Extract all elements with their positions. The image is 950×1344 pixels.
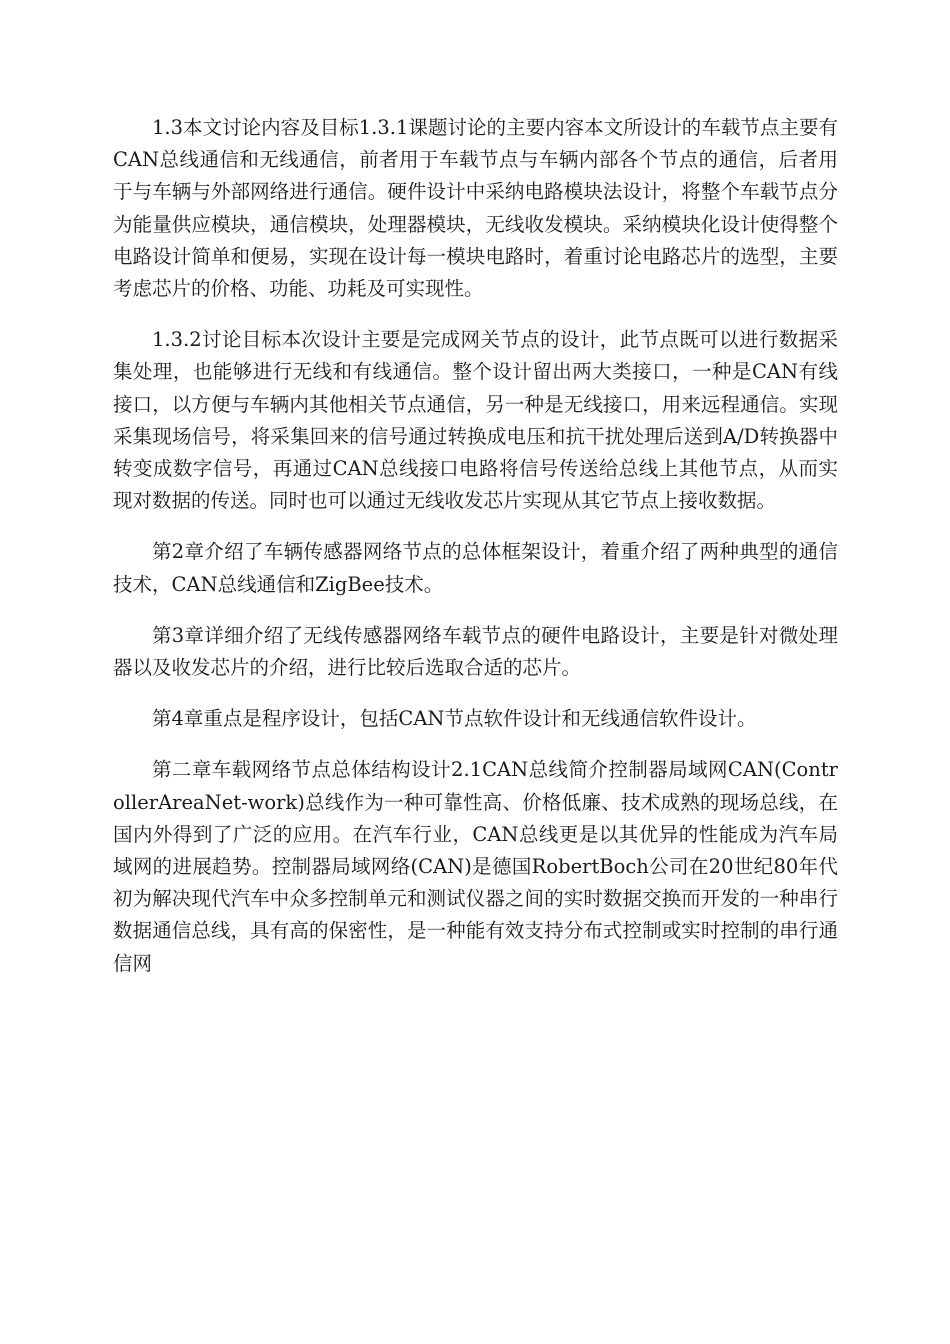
document-body <box>113 112 838 999</box>
paragraph-chapter-2-intro: 第2章介绍了车辆传感器网络节点的总体框架设计，着重介绍了两种典型的通信技术，CAN总线通信和ZigBee技术。 <box>113 540 838 596</box>
paragraph-section-1-3: 1.3本文讨论内容及目标1.3.1课题讨论的主要内容本文所设计的车载节点主要有CAN总线通信和无线通信，前者用于车载节点与车辆内部各个节点的通信，后者用于与车辆与外部网络进行通信。硬件设计中采纳电路模块法设计，将整个车载节点分为能量供应模块，通信模块，处理器模块，无线收发模块。采纳模块化设计使得整个电路设计简单和便易，实现在设计每一模块电路时，着重讨论电路芯片的选型，主要考虑芯片的价格、功能、功耗及可实现性。 <box>113 116 838 301</box>
paragraph-chapter-4-intro: 第4章重点是程序设计，包括CAN节点软件设计和无线通信软件设计。 <box>152 707 757 731</box>
paragraph-section-1-3-2: 1.3.2讨论目标本次设计主要是完成网关节点的设计，此节点既可以进行数据采集处理，也能够进行无线和有线通信。整个设计留出两大类接口，一种是CAN有线接口，以方便与车辆内其他相关节点通信，另一种是无线接口，用来远程通信。实现采集现场信号，将采集回来的信号通过转换成电压和抗干扰处理后送到A/D转换器中转变成数字信号，再通过CAN总线接口电路将信号传送给总线上其他节点，从而实现对数据的传送。同时也可以通过无线收发芯片实现从其它节点上接收数据。 <box>113 328 838 513</box>
paragraph-chapter-3-intro: 第3章详细介绍了无线传感器网络车载节点的硬件电路设计，主要是针对微处理器以及收发芯片的介绍，进行比较后选取合适的芯片。 <box>113 623 838 680</box>
paragraph-chapter-2-heading: 第二章车载网络节点总体结构设计2.1CAN总线简介控制器局域网CAN(ControllerAreaNet-work)总线作为一种可靠性高、价格低廉、技术成熟的现场总线，在国内外得到了广泛的应用。在汽车行业，CAN总线更是以其优异的性能成为汽车局域网的进展趋势。控制器局域网络(CAN)是德国RobertBoch公司在20世纪80年代初为解决现代汽车中众多控制单元和测试仪器之间的实时数据交换而开发的一种串行数据通信总线，具有高的保密性，是一种能有效支持分布式控制或实时控制的串行通信网 <box>113 758 838 975</box>
